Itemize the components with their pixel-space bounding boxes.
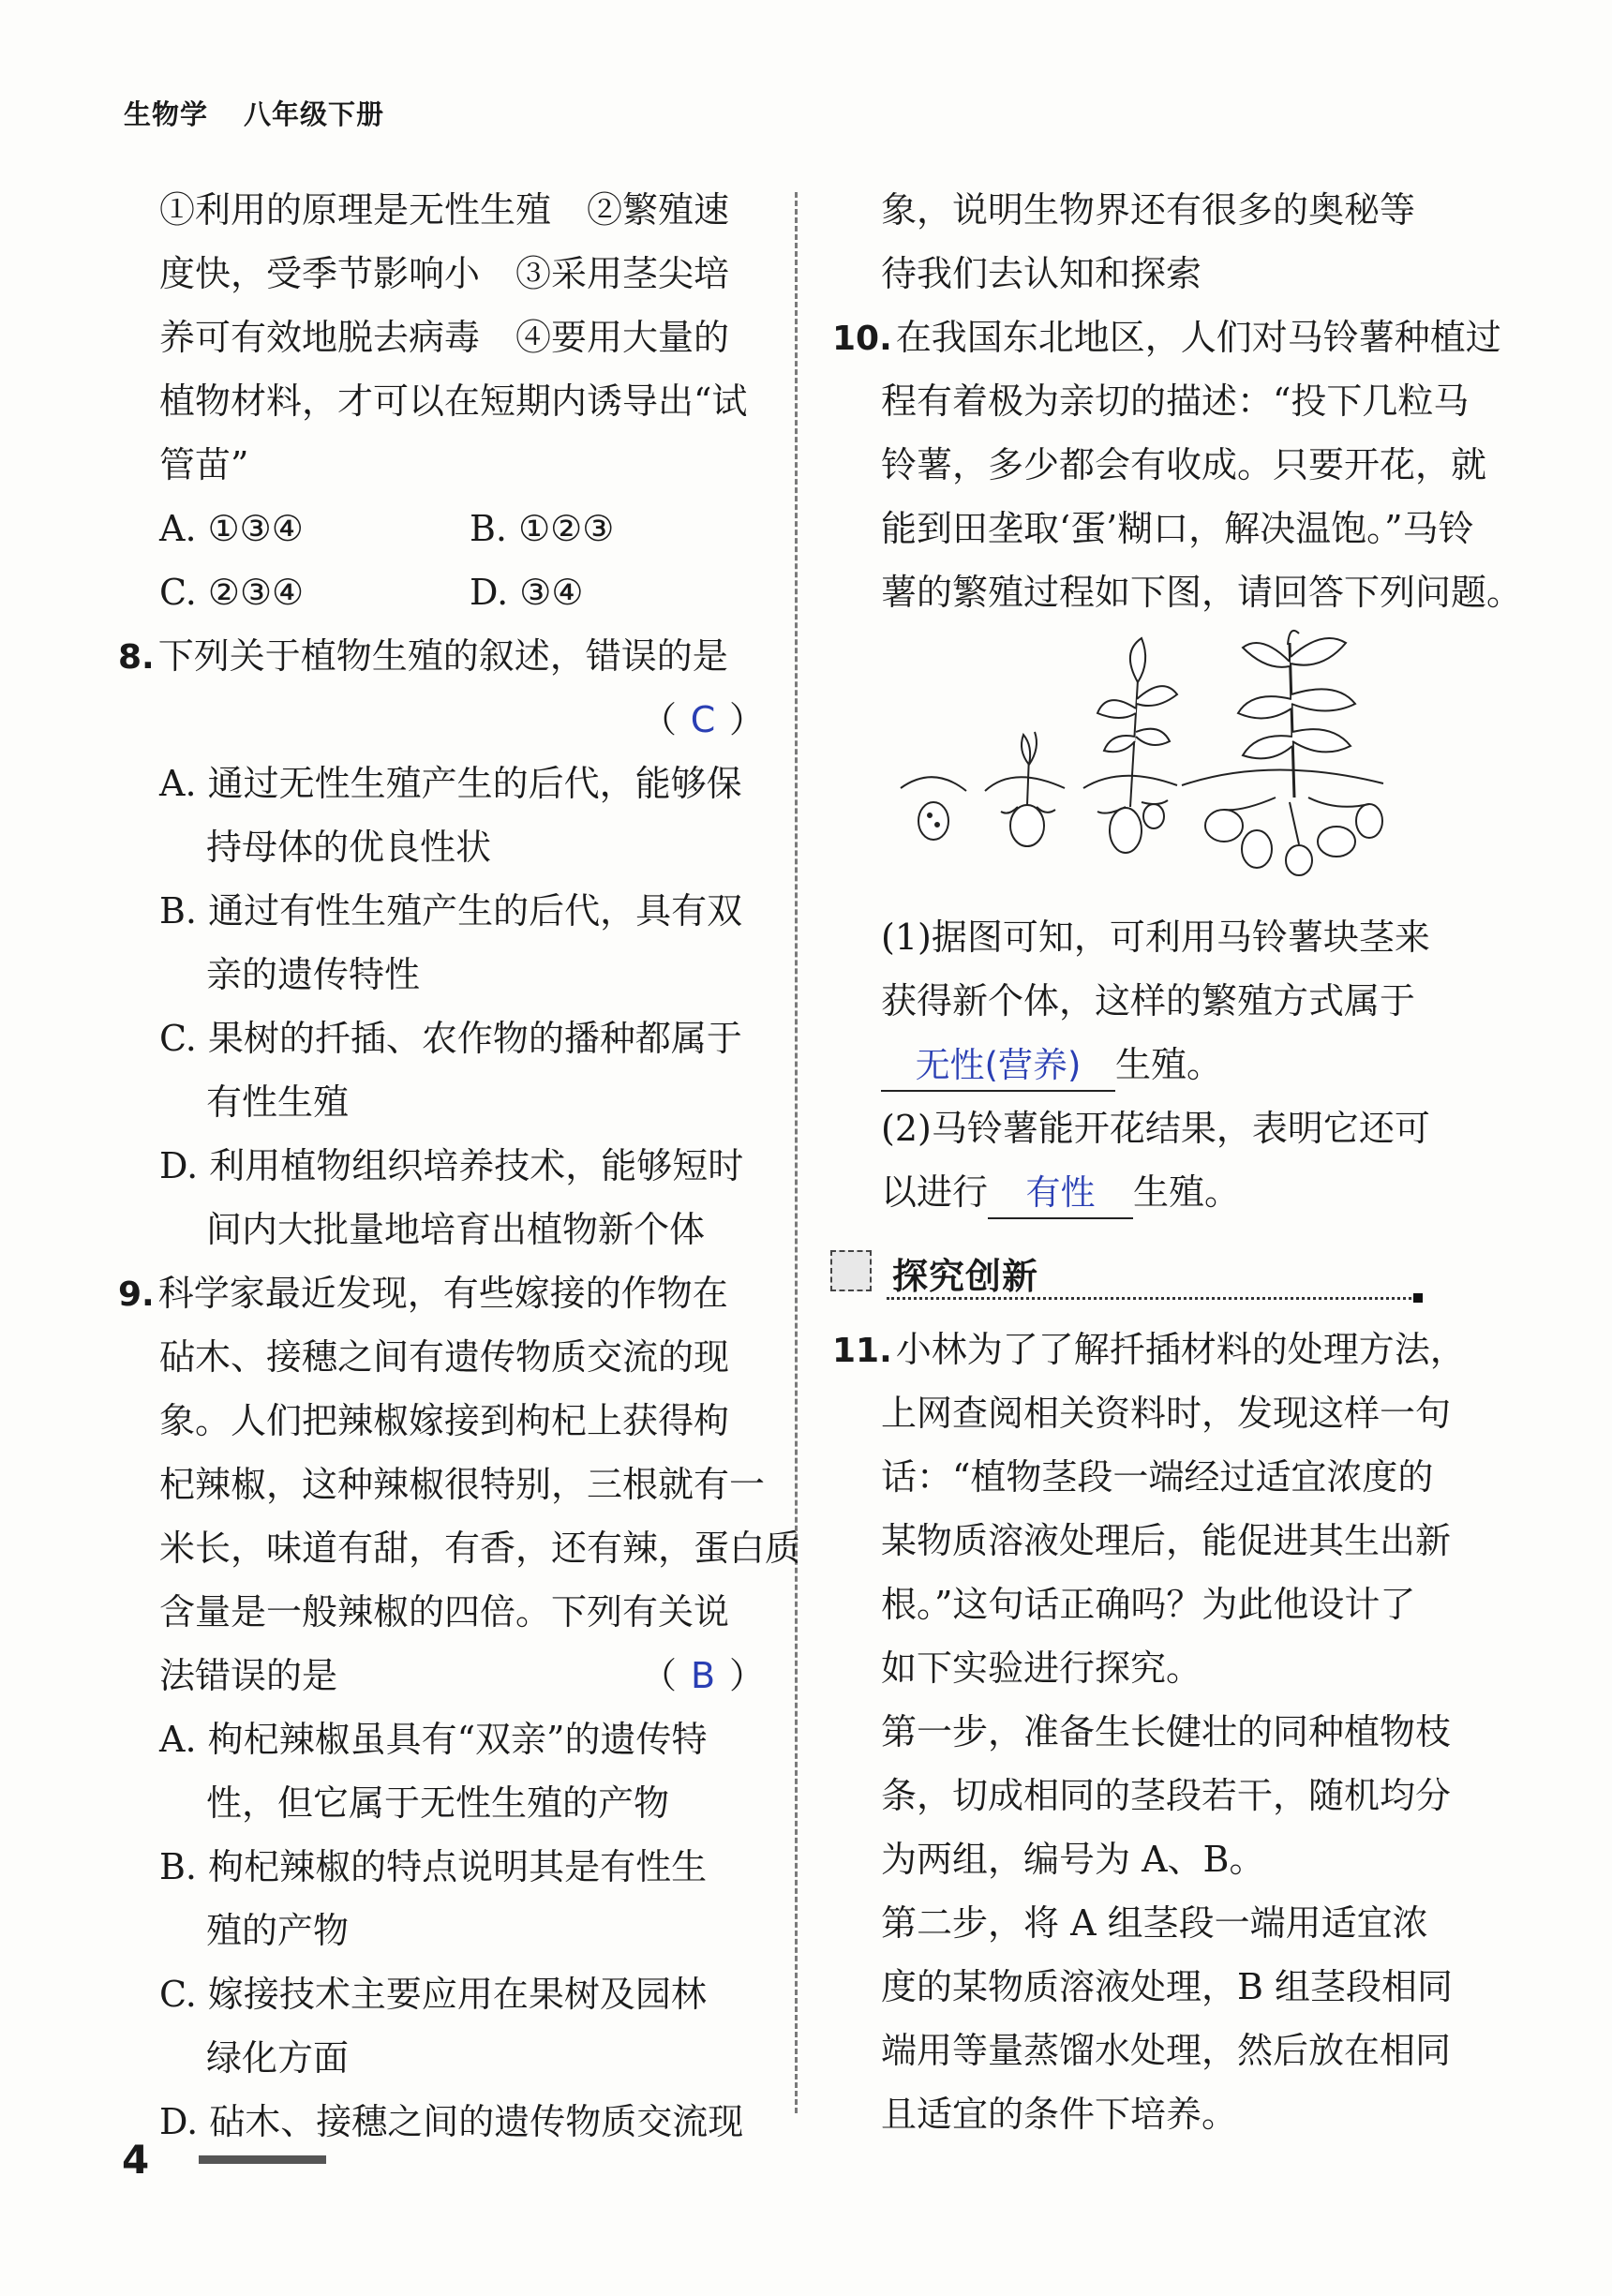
- q9-option-d-cont: 象，说明生物界还有很多的奥秘等: [881, 189, 1416, 231]
- section-underline: [887, 1297, 1411, 1300]
- answer-choice[interactable]: B: [690, 1655, 716, 1696]
- question-stem-line: 某物质溶液处理后，能促进其生出新: [881, 1520, 1452, 1561]
- question-stem: 下列关于植物生殖的叙述，错误的是: [157, 635, 728, 677]
- paren-close: ）: [728, 699, 765, 740]
- question-stem-line: 在我国东北地区，人们对马铃薯种植过: [895, 317, 1501, 358]
- q9-option-c-cont: 绿化方面: [206, 2037, 350, 2079]
- q10-sub1-answer-line: [840, 1033, 1486, 1096]
- section-underline-end: [1413, 1293, 1423, 1303]
- right-column: [832, 178, 1523, 2146]
- q8-option-c-cont: 有性生殖: [206, 1081, 350, 1123]
- q10-sub2-answer-blank[interactable]: 有性: [988, 1169, 1133, 1219]
- q8-option-b-cont: 亲的遗传特性: [206, 954, 421, 995]
- q9-option-a[interactable]: A. 枸杞辣椒虽具有“双亲”的遗传特: [159, 1719, 708, 1760]
- step-1-line: 第一步，准备生长健壮的同种植物枝: [881, 1711, 1452, 1752]
- answer-choice[interactable]: C: [690, 699, 716, 740]
- column-divider: [795, 192, 798, 2113]
- q7-option-c[interactable]: C. ②③④: [159, 572, 305, 613]
- step-2-line: 第二步，将 A 组茎段一端用适宜浓: [881, 1902, 1428, 1944]
- q7-options-row: [118, 560, 774, 624]
- q9-option-d-cont: 待我们去认知和探索: [881, 253, 1202, 294]
- q10-sub2-line: (2)马铃薯能开花结果，表明它还可: [881, 1108, 1430, 1149]
- step-2-line: 度的某物质溶液处理，B 组茎段相同: [881, 1966, 1454, 2007]
- page-number: 4: [122, 2137, 150, 2183]
- q10-sub2-suffix: 生殖。: [1133, 1171, 1241, 1213]
- question-stem-line: 如下实验进行探究。: [881, 1647, 1202, 1689]
- q9-option-b-cont: 殖的产物: [206, 1910, 350, 1951]
- q10-sub1-line: 获得新个体，这样的繁殖方式属于: [881, 980, 1416, 1021]
- header-grade: 八年级下册: [244, 98, 385, 130]
- question-stem-line: 程有着极为亲切的描述：“投下几粒马: [881, 380, 1470, 422]
- q7-option-d[interactable]: D. ③④: [470, 572, 584, 613]
- q7-option-b[interactable]: B. ①②③: [470, 508, 615, 549]
- header-subject: 生物学: [124, 98, 209, 130]
- question-stem-line: 法错误的是: [159, 1655, 338, 1696]
- question-stem-line: 含量是一般辣椒的四倍。下列有关说: [159, 1591, 730, 1633]
- question-number: 11.: [832, 1332, 892, 1370]
- question-stem-line: 米长，味道有甜，有香，还有辣，蛋白质: [159, 1528, 801, 1569]
- answer-line: [118, 1644, 774, 1707]
- footer-bar: [199, 2155, 326, 2164]
- question-stem-line: 小林为了了解扦插材料的处理方法，: [895, 1329, 1466, 1370]
- question-8: [118, 624, 774, 1261]
- section-heading: [840, 1224, 1486, 1318]
- left-column: [118, 178, 801, 2154]
- q10-sub2-answer-line: [840, 1160, 1486, 1224]
- step-1-line: 为两组，编号为 A、B。: [881, 1839, 1265, 1880]
- step-2-line: 且适宜的条件下培养。: [881, 2094, 1238, 2135]
- paren-open: （: [640, 699, 677, 740]
- page-header: [124, 94, 384, 132]
- question-11: [832, 1318, 1486, 2146]
- step-2-line: 端用等量蒸馏水处理，然后放在相同: [881, 2030, 1452, 2071]
- q7-options-row: [118, 497, 774, 560]
- q8-option-b[interactable]: B. 通过有性生殖产生的后代，具有双: [159, 890, 743, 932]
- question-stem-line: 根。”这句话正确吗？为此他设计了: [881, 1584, 1416, 1625]
- q8-option-d[interactable]: D. 利用植物组织培养技术，能够短时: [159, 1145, 744, 1186]
- q9-option-a-cont: 性，但它属于无性生殖的产物: [206, 1782, 670, 1824]
- question-10: [832, 306, 1523, 1224]
- q8-option-a[interactable]: A. 通过无性生殖产生的后代，能够保: [159, 763, 742, 804]
- question-stem-line: 杞辣椒，这种辣椒很特别，三根就有一: [159, 1464, 766, 1505]
- step-1-line: 条，切成相同的茎段若干，随机均分: [881, 1775, 1452, 1816]
- paren-open: （: [640, 1655, 677, 1696]
- section-title: 探究创新: [892, 1256, 1039, 1297]
- q10-sub1-answer-blank[interactable]: 无性(营养): [881, 1041, 1115, 1092]
- question-stem-line: 象。人们把辣椒嫁接到枸杞上获得枸: [159, 1400, 730, 1441]
- q7-option-a[interactable]: A. ①③④: [159, 508, 304, 549]
- q7-stem-line: 度快，受季节影响小 ③采用茎尖培: [159, 253, 730, 294]
- question-7-continued: [118, 178, 774, 624]
- answer-bracket: [118, 688, 774, 752]
- question-number: 10.: [832, 320, 892, 358]
- q7-stem-line: 管苗”: [159, 444, 249, 485]
- paren-close: ）: [728, 1655, 765, 1696]
- question-stem-line: 砧木、接穗之间有遗传物质交流的现: [159, 1336, 730, 1378]
- question-stem-line: 科学家最近发现，有些嫁接的作物在: [157, 1273, 728, 1314]
- q9-option-c[interactable]: C. 嫁接技术主要应用在果树及园林: [159, 1974, 707, 2015]
- question-9: [118, 1261, 801, 2154]
- potato-propagation-illustration: [840, 624, 1486, 905]
- q8-option-a-cont: 持母体的优良性状: [206, 827, 492, 868]
- q8-option-d-cont: 间内大批量地培育出植物新个体: [206, 1209, 706, 1250]
- question-stem-line: 上网查阅相关资料时，发现这样一句: [881, 1393, 1452, 1434]
- q10-sub1-suffix: 生殖。: [1115, 1044, 1223, 1085]
- q9-option-d[interactable]: D. 砧木、接穗之间的遗传物质交流现: [159, 2101, 744, 2142]
- q8-option-c[interactable]: C. 果树的扦插、农作物的播种都属于: [159, 1018, 742, 1059]
- q10-sub2-prefix: 以进行: [881, 1171, 989, 1213]
- q7-stem-line: 养可有效地脱去病毒 ④要用大量的: [159, 317, 730, 358]
- q10-sub1-line: (1)据图可知，可利用马铃薯块茎来: [881, 917, 1430, 958]
- potato-growth-stages-figure: [896, 624, 1458, 896]
- q7-stem-line: 植物材料，才可以在短期内诱导出“试: [159, 380, 748, 422]
- question-stem-line: 薯的繁殖过程如下图，请回答下列问题。: [881, 572, 1523, 613]
- section-icon: [830, 1250, 872, 1291]
- q9-option-b[interactable]: B. 枸杞辣椒的特点说明其是有性生: [159, 1846, 708, 1887]
- question-number: 8.: [118, 638, 155, 677]
- question-number: 9.: [118, 1275, 155, 1314]
- question-stem-line: 能到田垄取‘蛋’糊口，解决温饱。”马铃: [881, 508, 1474, 549]
- question-stem-line: 话：“植物茎段一端经过适宜浓度的: [881, 1456, 1434, 1498]
- question-stem-line: 铃薯，多少都会有收成。只要开花，就: [881, 444, 1487, 485]
- q7-stem-line: ①利用的原理是无性生殖 ②繁殖速: [159, 189, 730, 231]
